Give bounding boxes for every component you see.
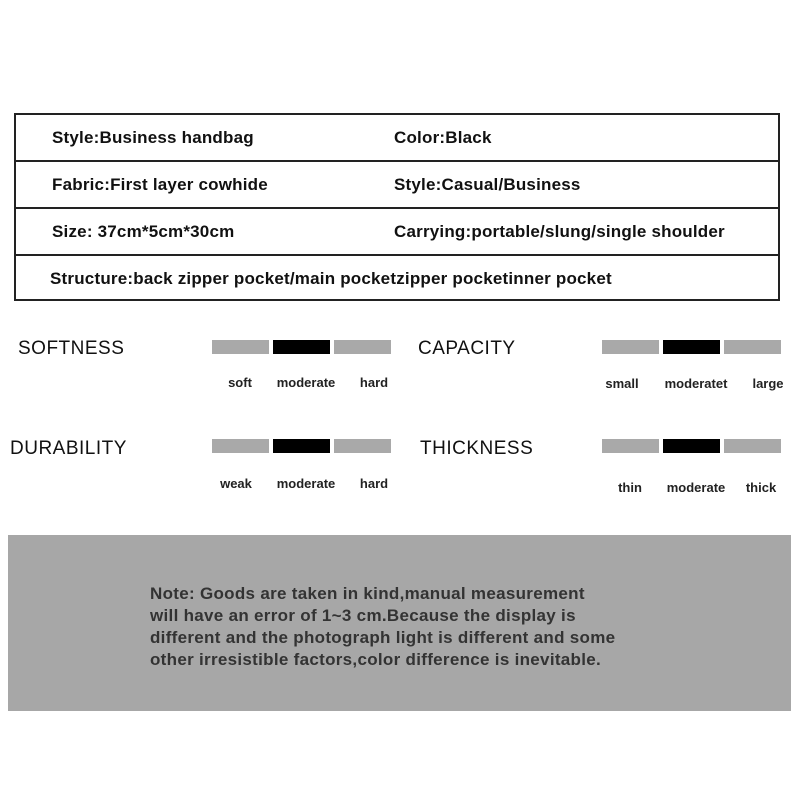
note-box — [8, 535, 791, 711]
thickness-option-moderate: moderate — [666, 480, 726, 495]
durability-option-hard: hard — [359, 476, 389, 491]
durability-bar-weak — [212, 439, 269, 453]
spec-style-casual: Style:Casual/Business — [394, 174, 581, 194]
spec-row — [16, 115, 778, 162]
thickness-bar-moderate — [663, 439, 720, 453]
durability-option-weak: weak — [220, 476, 252, 491]
spec-structure: Structure:back zipper pocket/main pocketzipper pocketinner pocket — [50, 268, 612, 288]
spec-color: Color:Black — [394, 127, 492, 147]
note-line: other irresistible factors,color difference is inevitable. — [150, 650, 602, 669]
note-line: Note: Goods are taken in kind,manual measurement — [150, 584, 585, 603]
thickness-option-thick: thick — [745, 480, 777, 495]
capacity-bar-large — [724, 340, 781, 354]
thickness-bar-thin — [602, 439, 659, 453]
spec-carrying: Carrying:portable/slung/single shoulder — [394, 221, 725, 241]
capacity-option-moderatet: moderatet — [664, 376, 728, 391]
thickness-label: THICKNESS — [420, 438, 534, 459]
spec-size: Size: 37cm*5cm*30cm — [52, 221, 235, 241]
spec-fabric: Fabric:First layer cowhide — [52, 174, 268, 194]
softness-option-soft: soft — [228, 375, 252, 390]
thickness-bar-thick — [724, 439, 781, 453]
thickness-option-thin: thin — [618, 480, 642, 495]
spec-row — [16, 256, 778, 301]
capacity-label: CAPACITY — [418, 338, 516, 359]
capacity-option-large: large — [752, 376, 784, 391]
softness-option-hard: hard — [359, 375, 389, 390]
softness-label: SOFTNESS — [18, 338, 125, 359]
spec-row — [16, 162, 778, 209]
softness-bar-hard — [334, 340, 391, 354]
softness-bar-soft — [212, 340, 269, 354]
spec-row — [16, 209, 778, 256]
capacity-option-small: small — [605, 376, 639, 391]
durability-bar-hard — [334, 439, 391, 453]
durability-label: DURABILITY — [10, 438, 127, 459]
note-text — [150, 583, 710, 671]
durability-bar-moderate — [273, 439, 330, 453]
capacity-bar-moderatet — [663, 340, 720, 354]
softness-bar-moderate — [273, 340, 330, 354]
note-line: different and the photograph light is different and some — [150, 628, 616, 647]
spec-style: Style:Business handbag — [52, 127, 254, 147]
spec-table — [14, 113, 780, 301]
note-line: will have an error of 1~3 cm.Because the display is — [150, 606, 576, 625]
capacity-bar-small — [602, 340, 659, 354]
softness-option-moderate: moderate — [276, 375, 336, 390]
durability-option-moderate: moderate — [276, 476, 336, 491]
